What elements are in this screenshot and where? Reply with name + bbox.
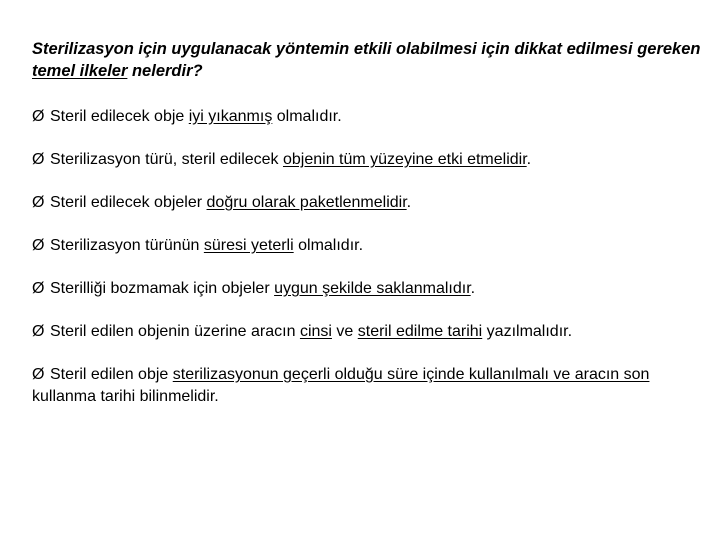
bullet-text-end: olmalıdır. [272, 108, 342, 125]
bullet-marker-icon: Ø [32, 194, 45, 211]
heading-emphasis: temel ilkeler [32, 62, 128, 80]
bullet-marker-icon: Ø [32, 323, 45, 340]
bullet-text-end: . [470, 280, 476, 297]
bullet-emphasis: doğru olarak paketlenmelidir [206, 194, 407, 211]
bullet-text-end: kullanma tarihi bilinmelidir. [32, 388, 219, 405]
bullet-marker-icon: Ø [32, 108, 45, 125]
bullet-marker-icon: Ø [32, 151, 45, 168]
bullet-item-2 [32, 149, 702, 171]
bullet-emphasis-2: steril edilme tarihi [357, 323, 483, 340]
bullet-item-4 [32, 235, 702, 257]
bullet-item-5 [32, 278, 702, 300]
bullet-emphasis: sterilizasyonun geçerli olduğu süre içinde kullanılmalı ve aracın son [172, 366, 650, 383]
bullet-marker-icon: Ø [32, 366, 45, 383]
heading-text: Sterilizasyon için uygulanacak yöntemin etkili olabilmesi için dikkat edilmesi gereken [32, 40, 701, 58]
bullet-text: Steril edilen objenin üzerine aracın [50, 323, 300, 340]
bullet-text-mid: ve [331, 323, 358, 340]
bullet-text-end: . [526, 151, 532, 168]
bullet-text-end: . [406, 194, 412, 211]
bullet-text: Sterilizasyon türü, steril edilecek [50, 151, 283, 168]
bullet-text-end: olmalıdır. [293, 237, 364, 254]
bullet-emphasis: objenin tüm yüzeyine etki etmelidir [282, 151, 527, 168]
bullet-item-3 [32, 192, 702, 214]
bullet-text: Sterilizasyon türünün [50, 237, 204, 254]
bullet-text: Steril edilecek obje [50, 108, 189, 125]
bullet-emphasis: iyi yıkanmış [188, 108, 273, 125]
bullet-item-1 [32, 106, 702, 128]
bullet-text: Steril edilen obje [50, 366, 173, 383]
bullet-text: Steril edilecek objeler [50, 194, 207, 211]
bullet-item-6 [32, 321, 702, 343]
bullet-item-7 [32, 364, 702, 408]
bullet-text: Sterilliği bozmamak için objeler [50, 280, 275, 297]
bullet-emphasis: süresi yeterli [203, 237, 294, 254]
heading-text-end: nelerdir? [127, 62, 203, 80]
bullet-list [32, 106, 702, 429]
bullet-emphasis: uygun şekilde saklanmalıdır [274, 280, 471, 297]
bullet-marker-icon: Ø [32, 280, 45, 297]
bullet-marker-icon: Ø [32, 237, 45, 254]
bullet-text-end: yazılmalıdır. [482, 323, 573, 340]
slide-heading [32, 38, 702, 82]
bullet-emphasis: cinsi [299, 323, 332, 340]
